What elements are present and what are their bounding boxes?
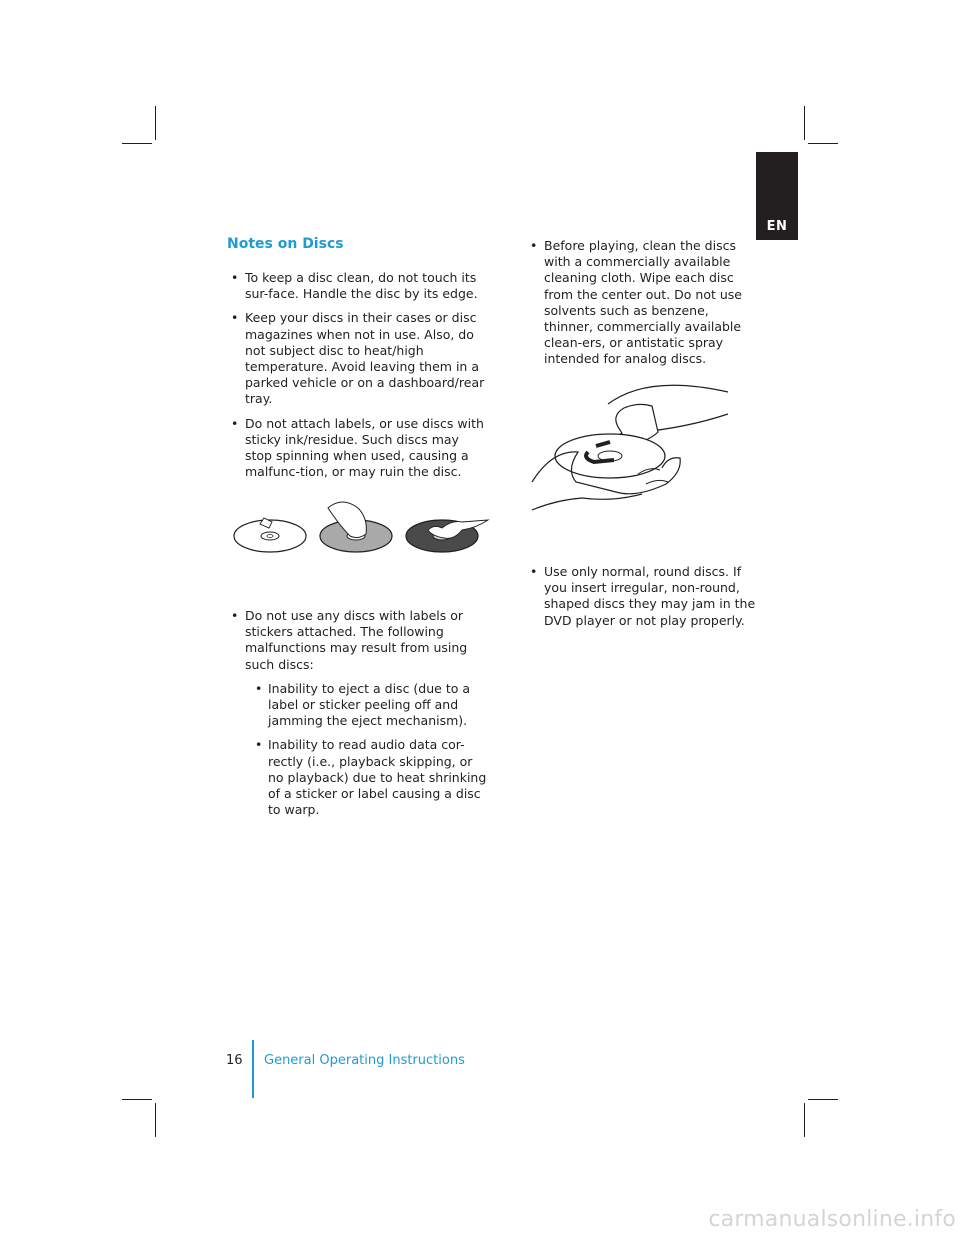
language-tab — [756, 152, 798, 240]
bullet-icon: • — [255, 737, 263, 753]
bullet-icon: • — [231, 415, 239, 431]
footer-divider — [252, 1040, 254, 1098]
section-title: Notes on Discs — [227, 236, 344, 252]
crop-mark — [808, 1099, 838, 1100]
list-item-text: Do not attach labels, or use discs with sticky ink/residue. Such discs may stop spinning when used, causing a malfunc-tion, or may ruin the disc. — [245, 415, 484, 480]
bullet-icon: • — [231, 608, 239, 623]
list-item-text: Before playing, clean the discs with a commercially available cleaning cloth. Wipe each disc from the center out. Do not use solvents such as benzene, thinner, commercially available clean-ers, or antistatic spray intended for analog discs. — [544, 238, 742, 367]
left-column — [228, 270, 486, 488]
disc-cleaning-illustration — [528, 374, 733, 514]
crop-mark — [155, 106, 156, 140]
list-item — [228, 416, 486, 481]
disc-clean-icon — [234, 518, 306, 552]
crop-mark — [155, 1103, 156, 1137]
crop-mark — [804, 1103, 805, 1137]
list-item-text: Use only normal, round discs. If you insert irregular, non-round, shaped discs they may jam in the DVD player or not play properly. — [544, 564, 756, 628]
disc-label-icon — [320, 502, 392, 552]
disc-handling-illustration — [232, 498, 494, 558]
list-item-text: Keep your discs in their cases or disc magazines when not in use. Also, do not subject disc to heat/high temperature. Avoid leaving them in a parked vehicle or on a dashboard/rear tray. — [245, 310, 485, 407]
language-tab-label: EN — [766, 219, 788, 234]
right-column-top — [527, 238, 757, 376]
list-item-text: Do not use any discs with labels or stickers attached. The following malfunctions may result from using such discs: — [245, 608, 468, 672]
crop-mark — [122, 1099, 152, 1100]
list-item — [527, 238, 757, 368]
list-item — [228, 270, 486, 302]
bullet-icon: • — [530, 238, 538, 253]
bullet-icon: • — [530, 564, 538, 579]
crop-mark — [808, 143, 838, 144]
sub-list-item-text: Inability to read audio data cor-rectly (i.e., playback skipping, or no playback) due to heat shrinking of a sticker or label causing a disc to warp. — [268, 737, 487, 818]
bottom-left-column — [228, 608, 490, 826]
page-number: 16 — [226, 1053, 243, 1068]
disc-dirty-icon — [406, 520, 488, 552]
sub-list-item — [255, 681, 490, 730]
list-item — [228, 310, 486, 407]
bullet-icon: • — [255, 680, 263, 696]
list-item — [228, 608, 490, 673]
bullet-icon: • — [231, 270, 239, 285]
crop-mark — [804, 106, 805, 140]
list-item-text: To keep a disc clean, do not touch its sur-face. Handle the disc by its edge. — [245, 270, 478, 302]
watermark: carmanualsonline.info — [708, 1207, 956, 1232]
list-item — [527, 564, 757, 629]
bullet-icon: • — [231, 310, 239, 326]
sub-list-item-text: Inability to eject a disc (due to a label or sticker peeling off and jamming the eject mechanism). — [268, 680, 470, 729]
footer-title: General Operating Instructions — [264, 1053, 465, 1068]
sub-list-item — [255, 737, 490, 818]
right-column-bottom — [527, 564, 757, 637]
crop-mark — [122, 143, 152, 144]
